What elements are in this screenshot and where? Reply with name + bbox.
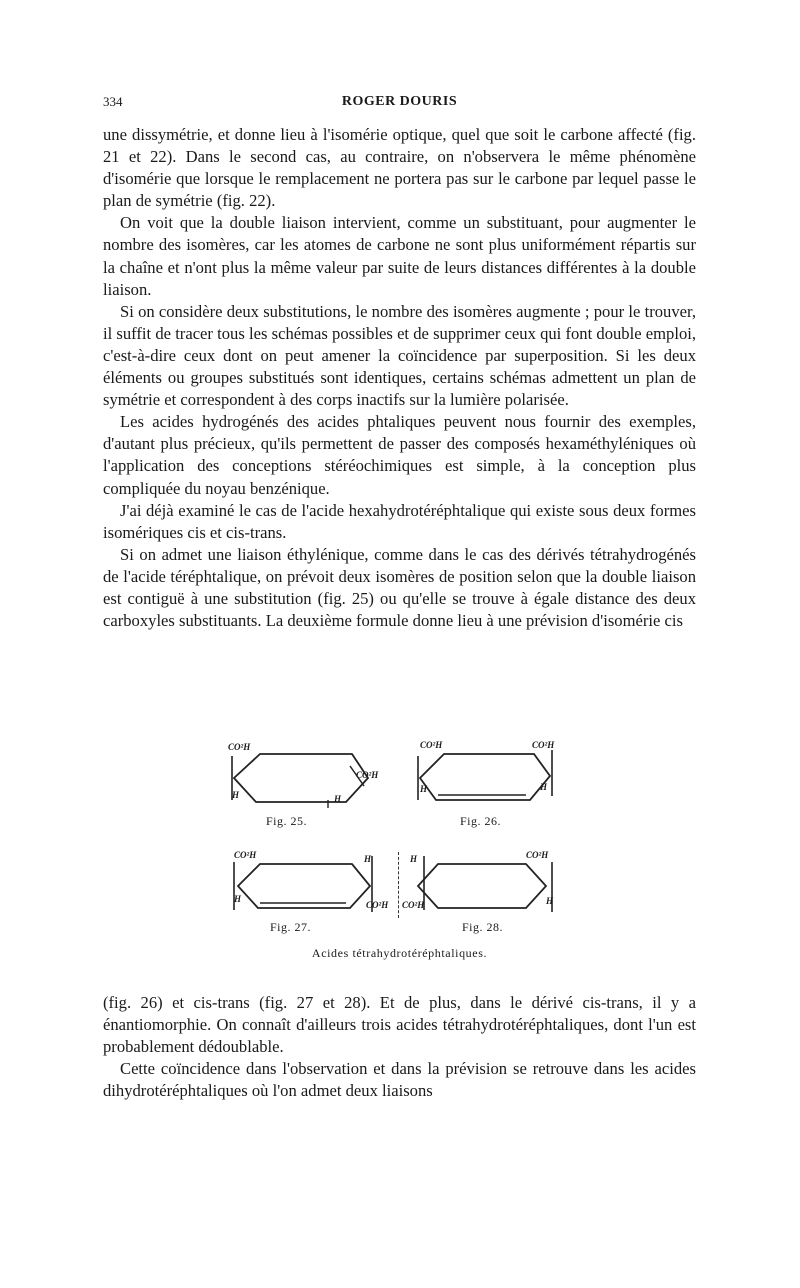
fig27-h-top-right: H — [364, 854, 372, 864]
figure-25-label: Fig. 25. — [266, 814, 308, 828]
page-number: 334 — [103, 94, 123, 109]
figure-28-diagram — [406, 850, 562, 918]
main-text-continued — [103, 992, 696, 1102]
paragraph-6: Si on admet une liaison éthylénique, comme dans le cas des dérivés tétrahydrogénés de l'acide téréphtalique, on prévoit deux isomères de position selon que la double liaison est contiguë à une substitution (fig. 25) ou qu'elle se trouve à égale distance des deux carboxyles substituants. La deuxième formule donne lieu à une prévision d'isomérie cis — [103, 544, 696, 631]
figure-27-diagram — [226, 850, 389, 918]
fig25-co2h-top-left: CO²H — [228, 742, 251, 752]
fig26-h-right: H — [540, 782, 548, 792]
figure-divider — [398, 852, 399, 918]
paragraph-4: Les acides hydrogénés des acides phtaliques peuvent nous fournir des exemples, d'autant plus précieux, qu'ils permettent de passer des composés hexaméthyléniques où l'application des conceptions stéréochimiques est simple, à la conception plus compliquée du noyau benzénique. — [103, 412, 696, 498]
fig26-co2h-top-left: CO²H — [420, 740, 443, 750]
fig27-h-left: H — [234, 894, 242, 904]
fig28-co2h-bottom-left: CO²H — [402, 900, 425, 910]
figure-28 — [402, 850, 562, 918]
figure-26-diagram — [414, 740, 564, 810]
paragraph-5: J'ai déjà examiné le cas de l'acide hexahydrotéréphtalique qui existe sous deux formes isomériques cis et cis-trans. — [103, 500, 696, 542]
main-text — [103, 124, 696, 632]
paragraph-7: (fig. 26) et cis-trans (fig. 27 et 28). Et de plus, dans le dérivé cis-trans, il y a énantiomorphie. On connaît d'ailleurs trois acides tétrahydrotéréphtaliques, dont l'un est probablement dédoublable. — [103, 993, 696, 1057]
figure-caption: Acides tétrahydrotéréphtaliques. — [311, 946, 488, 960]
fig25-h-bottom: H — [334, 794, 342, 804]
figure-27 — [226, 850, 389, 918]
paragraph-8: Cette coïncidence dans l'observation et dans la prévision se retrouve dans les acides dihydrotéréphtaliques où l'on admet deux liaisons — [103, 1059, 696, 1101]
figure-28-label: Fig. 28. — [462, 920, 504, 934]
fig26-h-left: H — [420, 784, 428, 794]
fig27-co2h-bottom-right: CO²H — [366, 900, 389, 910]
figure-25 — [224, 740, 384, 810]
paragraph-3: Si on considère deux substitutions, le nombre des isomères augmente ; pour le trouver, il suffit de tracer tous les schémas possibles et de supprimer ceux qui font double emploi, c'est-à-dire ceux dont on peut amener la coïncidence par superposition. Si les deux éléments ou groupes substitués sont identiques, certains schémas admettent un plan de symétrie et correspondent à des corps inactifs sur la lumière polarisée. — [103, 301, 696, 410]
fig28-h-top-left: H — [410, 854, 418, 864]
fig28-h-right: H — [546, 896, 554, 906]
figure-26-label: Fig. 26. — [460, 814, 502, 828]
fig25-h-left: H — [232, 790, 240, 800]
figure-26 — [414, 740, 564, 810]
fig25-co2h-right: CO²H — [356, 770, 379, 780]
fig28-co2h-top-right: CO²H — [526, 850, 549, 860]
running-head: ROGER DOURIS — [341, 94, 458, 109]
page-header — [103, 94, 696, 118]
fig27-co2h-top-left: CO²H — [234, 850, 257, 860]
fig26-co2h-top-right: CO²H — [532, 740, 555, 750]
figure-27-label: Fig. 27. — [270, 920, 312, 934]
paragraph-2: On voit que la double liaison intervient, comme un substituant, pour augmenter le nombre des isomères, car les atomes de carbone ne sont plus uniformément répartis sur la chaîne et n'ont plus la même valeur par suite de leurs distances différentes à la double liaison. — [103, 213, 696, 299]
paragraph-1: une dissymétrie, et donne lieu à l'isomérie optique, quel que soit le carbone affecté (fig. 21 et 22). Dans le second cas, au contraire, on n'observera le même phénomène d'isomérie que lorsque le remplacement ne portera pas sur le carbone par lequel passe le plan de symétrie (fig. 22). — [103, 125, 696, 211]
